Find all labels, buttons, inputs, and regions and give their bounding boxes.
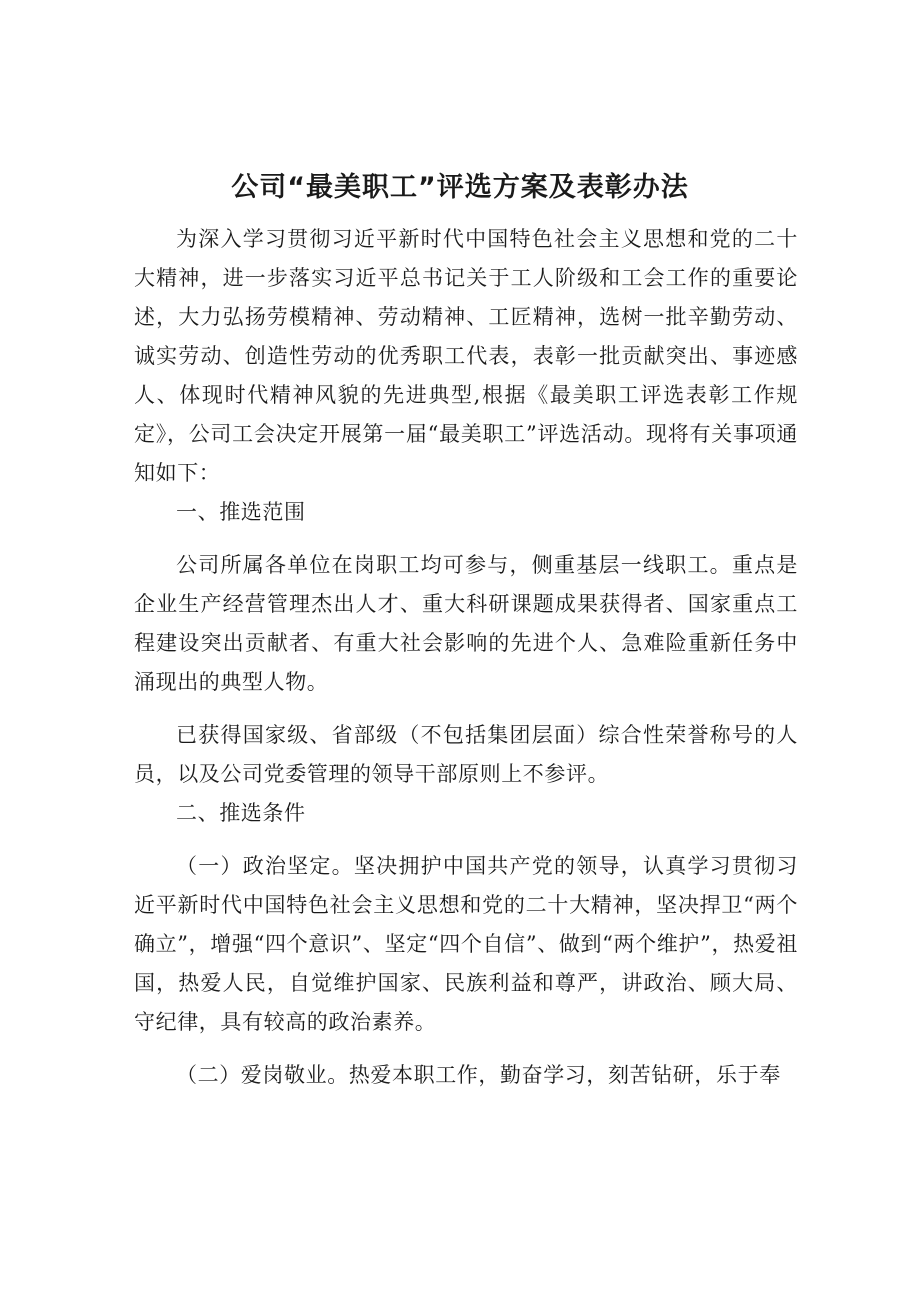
intro-paragraph: 为深入学习贯彻习近平新时代中国特色社会主义思想和党的二十大精神，进一步落实习近平总书记关于工人阶级和工会工作的重要论述，大力弘扬劳模精神、劳动精神、工匠精神，选树一批辛勤劳动、诚实劳动、创造性劳动的优秀职工代表，表彰一批贡献突出、事迹感人、体现时代精神风貌的先进典型,根据《最美职工评选表彰工作规定》，公司工会决定开展第一届“最美职工”评选活动。现将有关事项通知如下： — [134, 227, 798, 485]
paragraph-scope-2: 已获得国家级、省部级（不包括集团层面）综合性荣誉称号的人员，以及公司党委管理的领导干部原则上不参评。 — [134, 723, 798, 786]
document-title: 公司“最美职工”评选方案及表彰办法 — [231, 172, 689, 203]
section-heading-conditions: 二、推选条件 — [176, 801, 306, 825]
paragraph-scope-1: 公司所属各单位在岗职工均可参与，侧重基层一线职工。重点是企业生产经营管理杰出人才、重大科研课题成果获得者、国家重点工程建设突出贡献者、有重大社会影响的先进个人、急难险重新任务中涌现出的典型人物。 — [134, 553, 798, 694]
document-body — [134, 220, 798, 1095]
paragraph-condition-2: （二）爱岗敬业。热爱本职工作，勤奋学习，刻苦钻研，乐于奉 — [176, 1063, 781, 1087]
paragraph-condition-1: （一）政治坚定。坚决拥护中国共产党的领导，认真学习贯彻习近平新时代中国特色社会主义思想和党的二十大精神，坚决捍卫“两个确立”，增强“四个意识”、坚定“四个自信”、做到“两个维护”，热爱祖国，热爱人民，自觉维护国家、民族利益和尊严，讲政治、顾大局、守纪律，具有较高的政治素养。 — [134, 854, 798, 1034]
section-heading-scope: 一、推选范围 — [176, 500, 306, 524]
